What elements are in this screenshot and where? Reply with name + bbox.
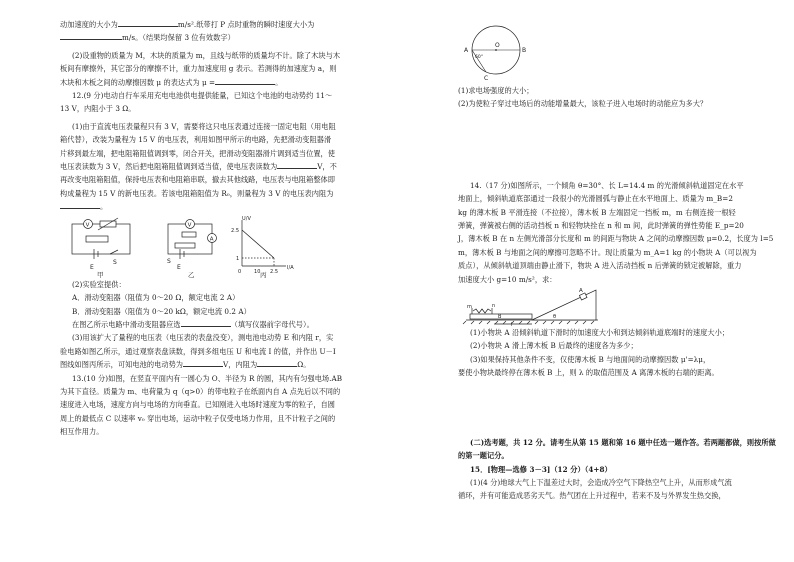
q13-question-1: (1)求电场强度的大小；	[458, 86, 534, 95]
q12-line5: 片移到最左端，把电阻箱阻值调到零，闭合开关，把滑动变阻器滑片调到适当位置，使	[60, 148, 336, 158]
switch-label: S	[167, 257, 171, 265]
q12-part2-line4: 在图乙所示电路中滑动变阻器应选 （填写仪器前字母代号）。	[72, 319, 314, 329]
q12-option-a: A．滑动变阻器（阻值为 0～20 Ω，额定电流 2 A）	[72, 293, 240, 303]
q12-line9: 。	[60, 200, 385, 213]
answer-blank	[60, 200, 100, 209]
q14-line2: 地面上，倾斜轨道底部通过一段很小的光滑圆弧与静止在水平地面上、质量为 m_B=2	[458, 194, 733, 204]
ui-graph	[242, 220, 286, 266]
q14-line5: J，薄木板 B 在 n 左侧光滑部分长度和 m 的间距与物块 A 之间的动摩擦因数 μ=0.2，长度为 l=5	[458, 234, 774, 244]
circuit-figures-svg	[60, 216, 385, 278]
u-tick-2: 1	[236, 255, 240, 262]
q14-question-2: (2)小物块 A 滑上薄木板 B 后最终的速度各为多少；	[470, 341, 638, 351]
i-axis-label: I/A	[287, 264, 294, 271]
spring-icon	[473, 309, 491, 313]
chord-ac	[472, 50, 486, 72]
q12-line8: 构成量程为 15 V 的新电压表。若该电阻箱阻值为 R₀，则量程为 3 V 的电压表内阻为	[60, 188, 334, 198]
i-tick-2: 2.5	[270, 268, 279, 275]
u-axis-label: U/V	[242, 215, 251, 222]
circle-figure-svg	[458, 18, 538, 84]
point-a-label: A	[464, 47, 469, 54]
answer-blank	[215, 76, 275, 85]
center-dot	[495, 49, 497, 51]
q11-part2-line3: 木块和木板之间的动摩擦因数 μ 的表达式为 μ = 。	[60, 77, 283, 87]
switch-label: S	[113, 258, 117, 266]
stop-m-label: m	[467, 304, 472, 311]
q13-line4: 周上的最低点 C 以速率 v₀ 穿出电场，运动中粒子仅受电场力作用，且不计粒子之间的	[60, 413, 336, 423]
circuit-jia	[72, 218, 130, 259]
q11-part2-line2: 板间有摩擦外，其它部分的摩擦不计，重力加速度用 g 表示。若测得的加速度为 a，则	[60, 64, 337, 74]
rheostat-icon	[86, 236, 108, 242]
left-column	[60, 18, 385, 439]
q12-part3-line2: 验电路如图乙所示，通过观察表盘读数，得到多组电压 U 和电流 I 的值，并作出 U－I	[60, 346, 336, 356]
figure-bing-caption: 丙	[260, 270, 267, 278]
rheostat-icon	[175, 243, 195, 248]
angle-label: 60°	[475, 55, 484, 60]
answer-blank	[118, 18, 178, 27]
length-l-label: l	[511, 322, 513, 327]
emf-label: E	[90, 263, 94, 271]
q14-line4: 弹簧，弹簧被右侧的活动挡板 n 和轻物块拴在 n 和 m 间，此时弹簧的弹性势能 E_p=20	[458, 221, 744, 231]
q14-question-1: (1)小物块 A 沿倾斜轨道下滑时的加速度大小和到达倾斜轨道底端时的速度大小；	[470, 328, 730, 338]
answer-blank	[277, 160, 317, 169]
answer-space	[458, 380, 778, 436]
q11-line1: 动加速度的大小为 m/s².纸带打 P 点时重物的瞬时速度大小为	[60, 20, 315, 29]
point-b-label: B	[522, 47, 527, 54]
q12-line3: (1)由于直流电压表量程只有 3 V，需要将这只电压表通过连接一固定电阻（用电阻	[72, 121, 336, 131]
q14-line8: 加速度大小 g=10 m/s²，求：	[458, 274, 557, 284]
right-column	[458, 18, 778, 503]
answer-blank	[257, 358, 297, 367]
q12-line6: 电压表读数为 3 V，然后把电阻箱阻值调到适当值，使电压表读数为 V，不	[60, 162, 337, 172]
q13-line1: 13.(10 分)如图，在竖直平面内有一圆心为 O、半径为 R 的圆，其内有匀强电场.AB	[72, 373, 343, 383]
q12-line2: 13 V，内阻小于 3 Ω。	[60, 104, 136, 114]
i-tick-1: 10	[254, 268, 261, 275]
q14-line3: kg 的薄木板 B 平滑连接（不拉接），薄木板 B 左端固定一挡板 m，m 右侧连接一根轻	[458, 207, 736, 217]
q14-line6: m，薄木板 B 与地面之间的摩擦可忽略不计。现让质量为 m_A=1 kg 的小物块 A（可以视为	[458, 247, 757, 257]
q11-part2-line1: (2)设重物的质量为 M，木块的质量为 m，且线与纸带的质量均不计。除了木块与木	[72, 50, 341, 60]
ground-hatch	[463, 321, 594, 327]
ammeter-label: A	[209, 236, 214, 243]
q13-line2: 为其下直径。质量为 m、电荷量为 q（q>0）的带电粒子在纸面内自 A 点先后以不同的	[60, 386, 341, 396]
q14-line7: 质点），从倾斜轨道顶端由静止滑下，物块 A 进入活动挡板 n 后弹簧的锁定被解除，重力	[458, 261, 742, 271]
q14-question-3: (3)如果保持其他条件不变，仅使薄木板 B 与地面间的动摩擦因数 μ'=λμ，	[470, 354, 711, 364]
point-c-label: C	[484, 75, 489, 82]
u-tick-1: 2.5	[231, 227, 240, 234]
q12-line4: 箱代替），改装为量程为 15 V 的电压表，利用如图甲所示的电路，先把滑动变阻器滑	[60, 135, 332, 145]
incline-figure-svg	[458, 286, 778, 326]
incline-ramp	[532, 290, 596, 320]
voltmeter-label: V	[187, 222, 192, 229]
q15-line2: 循环，并有可能造成恶劣天气。热气团在上升过程中，若来不及与外界发生热交换，	[458, 491, 726, 501]
q14-line1: 14.（17 分)如图所示，一个倾角 θ=30°、长 L=14.4 m 的光滑倾斜轨道固定在水平	[470, 180, 744, 190]
angle-theta-label: θ	[553, 314, 557, 321]
q13-question-2: (2)为使粒子穿过电场后的动能增量最大，该粒子进入电场时的动能应为多大？	[458, 99, 708, 109]
answer-blank	[183, 358, 223, 367]
optional-section-heading: (二)选考题，共 12 分。请考生从第 15 题和第 16 题中任选一题作答。若两题都做，则按所做的第一题记分。	[458, 437, 776, 461]
q12-line1: 12.(9 分)电动自行车采用充电电池供电提供能量，已知这个电池的电动势约 11～	[72, 91, 333, 101]
q15-line1: (1)(4 分)地球大气上下温差过大时，会造成冷空气下降热空气上升，从而形成气流	[470, 477, 732, 487]
q12-line7: 再改变电阻箱阻值，保持电压表和电阻箱串联，撤去其他线路，电压表与电阻箱整体即	[60, 175, 336, 185]
block-a-label: A	[579, 288, 583, 295]
emf-label: E	[177, 263, 181, 271]
resistor-box-icon	[182, 232, 196, 237]
circle-figure	[458, 18, 778, 84]
board-b-label: B	[498, 314, 502, 321]
q12-part2-line1: (2)实验室提供：	[72, 279, 126, 289]
answer-blank	[60, 31, 122, 40]
figure-jia-caption: 甲	[97, 270, 104, 278]
answer-space	[458, 111, 778, 179]
circuit-figures	[60, 216, 385, 278]
voltmeter-label: V	[85, 222, 90, 229]
q11-line2: m/s。（结果均保留 3 位有效数字）	[60, 31, 385, 44]
q12-part3-line1: (3)用该扩大了量程的电压表（电压表的表盘没变），测电池电动势 E 和内阻 r，实	[72, 333, 334, 343]
origin-label: 0	[238, 268, 242, 275]
q13-line3: 速度进入电场，速度方向与电场的方向垂直。已知刚进入电场时速度为零的粒子，自圆	[60, 400, 336, 410]
incline-figure	[458, 286, 778, 326]
point-o-label: O	[495, 42, 500, 49]
stop-n-label: n	[492, 303, 496, 310]
q14-question-3b: 要使小物块最终停在薄木板 B 上，则 λ 的取值范围及 A 离薄木板的右端的距离。	[458, 368, 719, 378]
ui-line	[242, 230, 274, 258]
answer-blank	[181, 318, 231, 327]
q13-line5: 相互作用力。	[60, 427, 104, 437]
q12-option-b: B．滑动变阻器（阻值为 0～20 kΩ，额定电流 0.2 A）	[72, 306, 251, 316]
q12-part3-line3: 图线如图丙所示，可知电池的电动势为 V，内阻为 Ω。	[60, 360, 311, 370]
q15-title: 15．[物理—选修 3－3]（12 分）（4+8）	[470, 464, 612, 474]
figure-yi-caption: 乙	[188, 270, 195, 278]
